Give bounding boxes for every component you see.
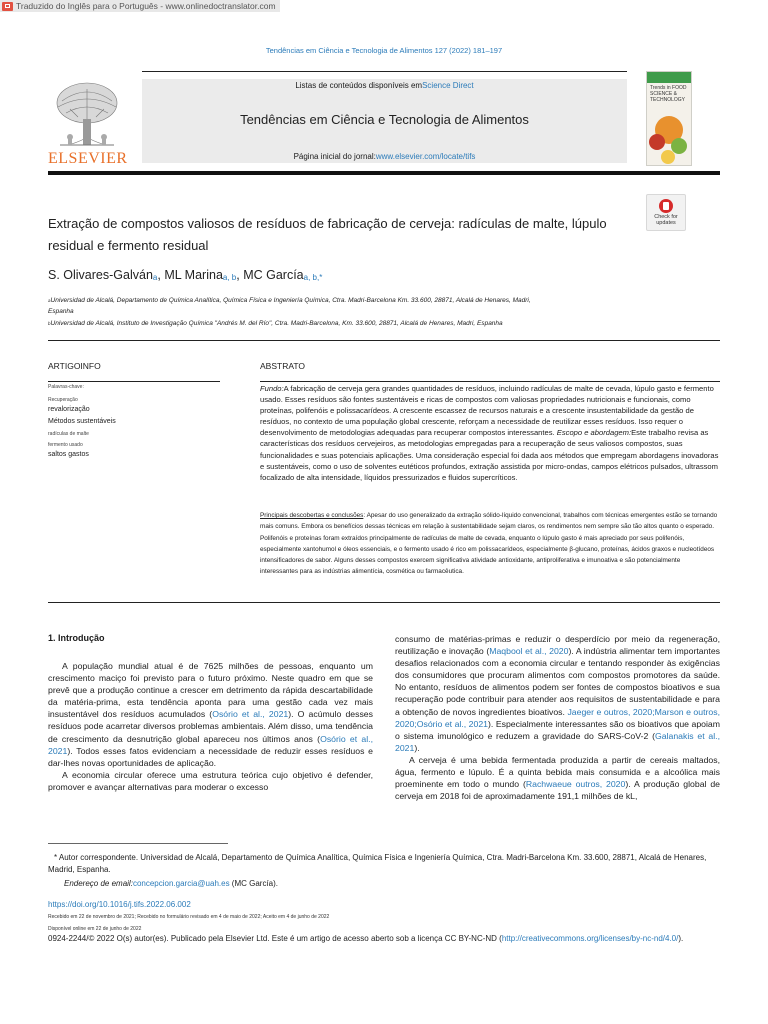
abstract-fundo-label: Fundo: bbox=[260, 384, 284, 393]
affiliation-text: Espanha bbox=[48, 308, 74, 315]
intro-text: A população mundial atual é de 7625 milhões de pessoas, enquanto um crescimento maciço foi previsto para o futuro próximo. Neste quadro em que se prevê que a produção continue a crescer em detrimento da rápida descartabilidade da matéria-prima, esta tendência aponta para uma gestão cada vez mais insustentável dos resíduos acumulados ( bbox=[48, 661, 373, 720]
license-text: 0924-2244/© 2022 O(s) autor(es). Publicado pela Elsevier Ltd. Este é um artigo de acesso aberto sob a licença CC BY-NC-ND ( bbox=[48, 934, 502, 943]
intro-text: ). O acúmulo desses resíduos pode acarretar diversos problemas ambientais. Além disso, uma tendência de crescimento da desnutrição global apareceu nos últimos anos ( bbox=[48, 709, 373, 744]
article-title bbox=[48, 213, 608, 257]
citation-link[interactable]: Osório et al., 2021 bbox=[48, 733, 373, 756]
intro-paragraph bbox=[395, 633, 720, 754]
article-info-heading: ARTIGOINFO bbox=[48, 361, 101, 371]
email-suffix: (MC García). bbox=[229, 879, 279, 888]
journal-home-line bbox=[142, 152, 627, 161]
intro-text: consumo de matérias-primas e reduzir o desperdício por meio da regeneração, reutilização e inovação ( bbox=[395, 634, 720, 657]
license-line bbox=[48, 933, 720, 945]
doi-link[interactable]: https://doi.org/10.1016/j.tifs.2022.06.002 bbox=[48, 900, 191, 909]
keywords-label: Palavras-chave: bbox=[48, 384, 84, 390]
cover-title: Trends in FOOD SCIENCE & TECHNOLOGY bbox=[650, 85, 687, 103]
abstract-escopo-text: Este trabalho revisa as características dos resíduos cervejeiros, as metodologias empregadas para a recuperação de seus valiosos compostos, suas funcionalidades e suas potenciais aplicações. Uma consideração especial foi dada aos métodos que empregam abordagens inovadoras e sustentáveis, como o uso de solventes eutéticos profundos, extração assistida por micro-ondas, campos elétricos pulsados, ultrassom focalizado de alta intensidade, líquidos pressurizados e fluidos supercríticos. bbox=[260, 428, 719, 482]
intro-text: ). Especialmente interessantes são os bioativos que apoiam o sistema imunológico e reduzem a gravidade do SARS-CoV-2 ( bbox=[395, 718, 720, 741]
journal-home-prefix: Página inicial do jornal: bbox=[293, 152, 376, 161]
journal-header bbox=[142, 79, 627, 163]
translate-icon bbox=[2, 2, 13, 11]
translator-text[interactable]: Traduzido do Inglês para o Português - www.onlinedoctranslator.com bbox=[16, 1, 276, 11]
affiliation-text: Universidad de Alcalá, Instituto de Investigação Química "Andrés M. del Río", Ctra. Madri-Barcelona, Km. 33.600, 28871, Alcalá de Henares, Madri, Espanha bbox=[50, 320, 503, 327]
abstract-rule bbox=[260, 381, 720, 382]
email-line bbox=[64, 878, 278, 890]
intro-paragraph: A economia circular oferece uma estrutura teórica cujo objetivo é defender, promover e avançar alternativas para moderar o excesso bbox=[48, 769, 373, 792]
affiliation-b bbox=[48, 319, 608, 329]
email-label: Endereço de email: bbox=[64, 879, 133, 888]
affiliation-rule bbox=[48, 340, 720, 341]
journal-title: Tendências em Ciência e Tecnologia de Alimentos bbox=[240, 112, 529, 127]
affiliation-marker: b bbox=[48, 321, 51, 326]
abstract-heading: ABSTRATO bbox=[260, 361, 306, 371]
email-link[interactable]: concepcion.garcia@uah.es bbox=[132, 879, 230, 888]
intro-paragraph bbox=[395, 754, 720, 802]
license-end: ). bbox=[678, 934, 684, 943]
keyword: saltos gastos bbox=[48, 451, 89, 458]
abstract-highlights bbox=[260, 510, 720, 578]
footnote-rule bbox=[48, 843, 228, 844]
crossmark-text-line1: Check for bbox=[654, 214, 678, 220]
keyword: revalorização bbox=[48, 406, 90, 413]
intro-text: ). A indústria alimentar tem importantes desafios relacionados com a economia circular e tentando responder às exigências dos consumidores que procuram alimentos com compostos promotores da saúde. No entanto, resíduos de alimentos podem ser fontes de compostos bioativos e sua recuperação pode contribuir para atender aos requisitos de sustentabilidade e para a obtenção de novos ingredientes bioativos. bbox=[395, 646, 721, 717]
affiliation-a-continued bbox=[48, 307, 608, 317]
received-dates: Recebido em 22 de novembro de 2021; Recebido no formulário revisado em 4 de maio de 2022; Aceito em 4 de junho de 2022 bbox=[48, 914, 330, 920]
author-affiliation-sup[interactable]: a, b,* bbox=[303, 273, 323, 282]
intro-right-column bbox=[395, 633, 720, 802]
header-top-rule bbox=[142, 71, 627, 72]
citation-link[interactable]: Rachwaeue outros, 2020 bbox=[525, 779, 626, 790]
journal-cover-image[interactable] bbox=[646, 71, 692, 166]
corresponding-author-note: * Autor correspondente. Universidad de Alcalá, Departamento de Química Analítica, Química Física e Ingeniería Química, Ctra. Madri-Barcelona Km. 33.600, 28871, Alcalá de Henares, Madrid, Espanha. bbox=[48, 853, 707, 874]
abstract-escopo-label: Escopo e abordagem: bbox=[556, 428, 632, 438]
intro-text: ). bbox=[414, 742, 420, 753]
keyword: fermento usado bbox=[48, 442, 83, 448]
journal-home-link[interactable]: www.elsevier.com/locate/tifs bbox=[375, 152, 476, 161]
article-info-rule bbox=[48, 381, 220, 382]
citation-link[interactable]: Osório et al., 2021 bbox=[212, 709, 289, 720]
intro-text: ). Todos esses fatos evidenciam a necessidade de reduzir esses resíduos e dar-lhes novas oportunidades de aplicação. bbox=[48, 745, 373, 768]
section-heading-intro: 1. Introdução bbox=[48, 633, 105, 643]
citation-link[interactable]: Jaeger e outros, 2020;Marson e outros, 2020;Osório et al., 2021 bbox=[395, 706, 720, 729]
science-direct-link[interactable]: Science Direct bbox=[422, 81, 474, 90]
crossmark-icon bbox=[659, 199, 673, 213]
abstract-body bbox=[260, 383, 720, 483]
contents-line bbox=[142, 81, 627, 90]
license-link[interactable]: http://creativecommons.org/licenses/by-nc-nd/4.0/ bbox=[501, 934, 679, 943]
check-for-updates-button[interactable] bbox=[646, 194, 686, 231]
intro-left-column bbox=[48, 660, 373, 793]
intro-text: A cerveja é uma bebida fermentada produzida a partir de cereais maltados, água, fermento e lúpulo. É a quinta bebida mais consumida e a alcoólica mais proeminente em todo o mundo ( bbox=[395, 754, 720, 790]
author-name[interactable]: S. Olivares-Galván bbox=[48, 268, 153, 282]
cover-fruit-red bbox=[649, 134, 665, 150]
article-title-line2: residual e fermento residual bbox=[48, 238, 209, 253]
contents-prefix: Listas de conteúdos disponíveis em bbox=[295, 81, 423, 90]
highlights-text: : Apesar do uso generalizado da extração sólido-líquido convencional, trabalhos com técnicas emergentes estão se tornando mais comuns. Embora os benefícios dessas técnicas em relação à sustentabilidade sejam claros, os rendimentos nem sempre são tão altos quanto o esperado. Polifenóis e proteínas foram extraídos principalmente de radículas de malte de cevada, enquanto o lúpulo gasto é mais apreciado por seus polifenóis, especialmente xantohumol e óleos essenciais, e o fermento usado é rico em polissacarídeos, especialmente β-glucano, proteínas, ácidos graxos e nucleotídeos intensificadores de sabor. Alguns desses compostos exercem significativa atividade antioxidante, antiproliferativa e imunoativa e são potencialmente interessantes para as indústrias alimentícia, cosmética ou farmacêutica. bbox=[260, 512, 718, 576]
citation-link[interactable]: Galanakis et al., 2021 bbox=[395, 730, 721, 753]
keyword: Métodos sustentáveis bbox=[48, 418, 116, 425]
journal-reference[interactable]: Tendências em Ciência e Tecnologia de Alimentos 127 (2022) 181–197 bbox=[265, 46, 503, 55]
author-name[interactable]: ML Marina bbox=[164, 268, 223, 282]
author-name[interactable]: MC García bbox=[243, 268, 304, 282]
article-title-line1: Extração de compostos valiosos de resíduos de fabricação de cerveja: radículas de malte, lúpulo bbox=[48, 216, 607, 231]
intro-paragraph bbox=[48, 660, 373, 769]
crossmark-text-line2: updates bbox=[656, 220, 676, 226]
highlights-label: Principais descobertas e conclusões bbox=[260, 512, 364, 519]
affiliation-marker: a bbox=[48, 298, 51, 303]
abstract-bottom-rule bbox=[48, 602, 720, 603]
author-affiliation-sup[interactable]: a bbox=[152, 273, 158, 282]
keyword: Recuperação bbox=[48, 397, 78, 403]
online-date: Disponível online em 22 de junho de 2022 bbox=[48, 926, 142, 932]
author-affiliation-sup[interactable]: a, b bbox=[222, 273, 237, 282]
keyword: radículas de malte bbox=[48, 431, 89, 437]
affiliation-text: Universidad de Alcalá, Departamento de Química Analítica, Química Física e Ingeniería Química, Ctra. Madri-Barcelona Km. 33.600, 28871, Alcalá de Henares, Madri, bbox=[50, 297, 531, 304]
citation-link[interactable]: Maqbool et al., 2020 bbox=[489, 646, 569, 657]
crossmark-text bbox=[647, 214, 685, 226]
translator-banner[interactable] bbox=[0, 0, 280, 12]
cover-fruit-yellow bbox=[661, 150, 675, 164]
header-bottom-rule bbox=[48, 171, 720, 175]
affiliation-a bbox=[48, 296, 608, 306]
cover-band bbox=[647, 72, 691, 83]
author-list: S. Olivares-Galván$^a$, ML Marina$^{a, b}$, MC García$^{a, b,*}$ bbox=[48, 268, 323, 282]
abstract-fundo-text: A fabricação de cerveja gera grandes quantidades de resíduos, incluindo radículas de malte de cevada, lúpulo gasto e fermento usado. Esses resíduos são fontes sustentáveis e ricas de compostos com valiosas propriedades nutricionais e funcionais, como proteínas, polifenóis e polissacarídeos. A crescente escassez de recursos naturais e a crescente insustentabilidade da gestão de resíduos, no contexto de uma população global crescente, reforçam a necessidade de reutilizar esses resíduos. Isso requer o desenvolvimento de metodologias adequadas para recuperar compostos interessantes. bbox=[260, 384, 714, 438]
intro-text: ). A produção global de cerveja em 2018 foi de aproximadamente 191,1 milhões de kL, bbox=[395, 779, 720, 802]
publisher-wordmark: ELSEVIER bbox=[48, 150, 128, 167]
